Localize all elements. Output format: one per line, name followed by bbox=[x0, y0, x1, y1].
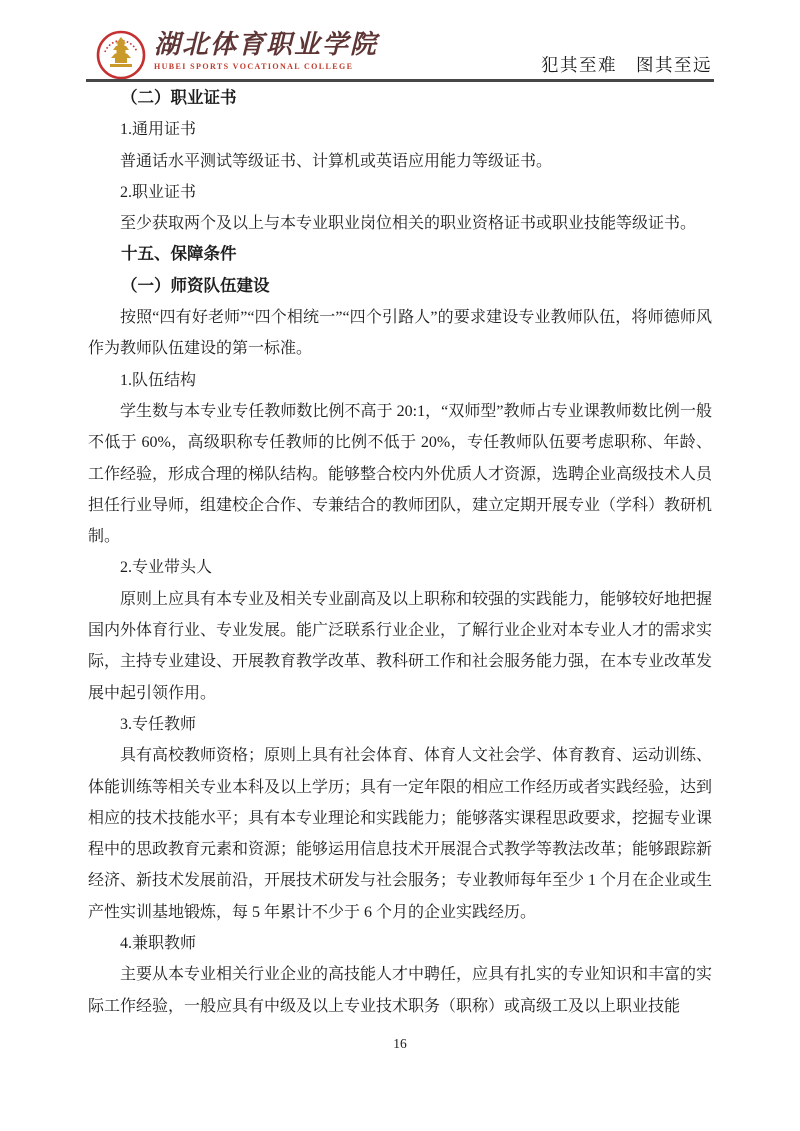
page-footer bbox=[0, 1036, 800, 1052]
paragraph: 普通话水平测试等级证书、计算机或英语应用能力等级证书。 bbox=[120, 152, 553, 170]
paragraph: 按照“四有好老师”“四个相统一”“四个引路人”的要求建设专业教师队伍，将师德师风作为教师队伍建设的第一标准。 bbox=[88, 309, 712, 358]
paragraph: 学生数与本专业专任教师数比例不高于 20:1，“双师型”教师占专业课教师数比例一般不低于 60%，高级职称专任教师的比例不低于 20%，专任教师队伍要考虑职称、年龄、工作经验，形成合理的梯队结构。能够整合校内外优质人才资源，选聘企业高级技术人员担任行业导师，组建校企合作、专兼结合的教师团队，建立定期开展专业（学科）教研机制。 bbox=[88, 402, 713, 546]
page-number: 16 bbox=[393, 1036, 407, 1051]
document-body bbox=[88, 83, 712, 1022]
college-name: 湖北体育职业学院 bbox=[154, 30, 379, 60]
section-heading: （二）职业证书 bbox=[121, 89, 237, 107]
paragraph: 原则上应具有本专业及相关专业副高及以上职称和较强的实践能力，能够较好地把握国内外体育行业、专业发展。能广泛联系行业企业，了解行业企业对本专业人才的需求实际，主持专业建设、开展教育教学改革、教科研工作和社会服务能力强，在本专业改革发展中起引领作用。 bbox=[88, 590, 713, 702]
numbered-subheading: 2.专业带头人 bbox=[120, 559, 213, 577]
college-seal-icon bbox=[96, 30, 146, 80]
paragraph: 主要从本专业相关行业企业的高技能人才中聘任，应具有扎实的专业知识和丰富的实际工作经验，一般应具有中级及以上专业技术职务（职称）或高级工及以上职业技能 bbox=[88, 966, 713, 1015]
college-logo-text bbox=[154, 29, 378, 71]
numbered-subheading: 2.职业证书 bbox=[120, 183, 197, 201]
header-motto: 犯其至难 图其至远 bbox=[541, 55, 712, 75]
paragraph: 具有高校教师资格；原则上具有社会体育、体育人文社会学、体育教育、运动训练、体能训练等相关专业本科及以上学历；具有一定年限的相应工作经历或者实践经验，达到相应的技术技能水平；具有本专业理论和实践能力；能够落实课程思政要求，挖掘专业课程中的思政教育元素和资源；能够运用信息技术开展混合式教学等教法改革；能够跟踪新经济、新技术发展前沿，开展技术研发与社会服务；专业教师每年至少 1 个月在企业或生产性实训基地锻炼，每 5 年累计不少于 6 个月的企业实践经历。 bbox=[88, 747, 713, 921]
header-divider bbox=[86, 79, 714, 82]
college-name-en: HUBEI SPORTS VOCATIONAL COLLEGE bbox=[154, 62, 354, 71]
numbered-subheading: 3.专任教师 bbox=[120, 715, 197, 733]
numbered-subheading: 1.通用证书 bbox=[120, 121, 197, 139]
numbered-subheading: 1.队伍结构 bbox=[120, 371, 197, 389]
paragraph: 至少获取两个及以上与本专业职业岗位相关的职业资格证书或职业技能等级证书。 bbox=[120, 215, 697, 233]
numbered-subheading: 4.兼职教师 bbox=[120, 935, 197, 953]
section-heading: 十五、保障条件 bbox=[121, 245, 237, 264]
section-heading: （一）师资队伍建设 bbox=[121, 276, 270, 295]
